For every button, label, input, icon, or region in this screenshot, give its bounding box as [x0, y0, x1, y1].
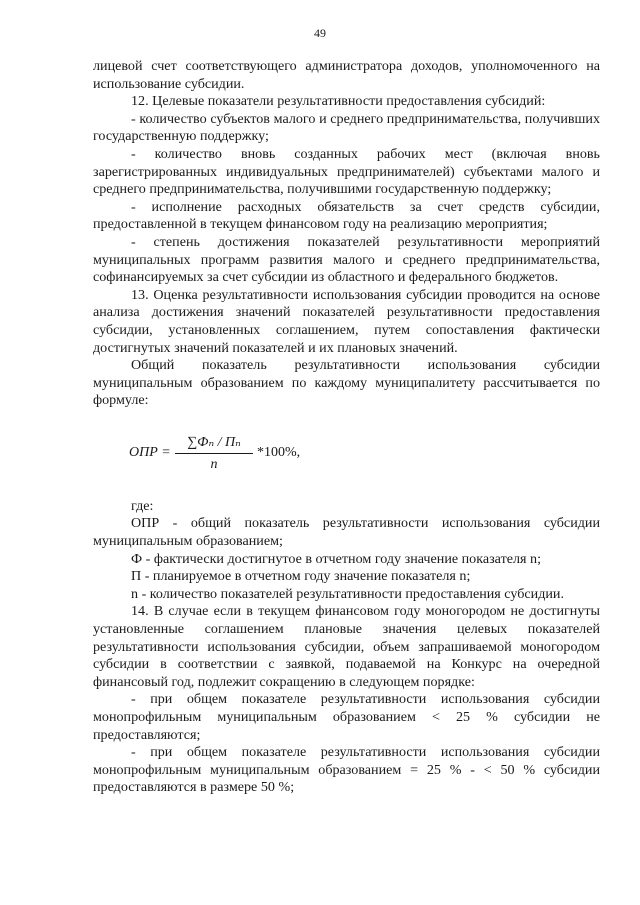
formula-lhs: ОПР = [129, 444, 171, 460]
paragraph: 14. В случае если в текущем финансовом году моногородом не достигнуты установленные соглашением плановые значения целевых показателей результативности использования субсидии, объем запрашиваемой моногородом субсидии в соответствии с заявкой, подаваемой на Конкурс на очередной финансовый год, подлежит сокращению в следующем порядке: [93, 603, 600, 690]
formula-numerator: ∑Фₙ / Пₙ [175, 434, 253, 455]
document-body [93, 58, 600, 797]
formula-fraction [175, 434, 253, 474]
paragraph: лицевой счет соответствующего администратора доходов, уполномоченного на использование субсидии. [93, 58, 600, 92]
paragraph: где: [131, 497, 154, 514]
list-item: - количество субъектов малого и среднего предпринимательства, получивших государственную поддержку; [93, 110, 600, 145]
paragraph: Общий показатель результативности использования субсидии муниципальным образованием по каждому муниципалитету рассчитывается по формуле: [93, 357, 600, 409]
definition: Ф - фактически достигнутое в отчетном году значение показателя n; [131, 550, 541, 567]
list-item: - при общем показателе результативности использования субсидии монопрофильным муниципальным образованием < 25 % субсидии не предоставляются; [93, 691, 600, 743]
list-item: - степень достижения показателей результативности мероприятий муниципальных программ развития малого и среднего предпринимательства, софинансируемых за счет субсидии из областного и федерального бюджетов. [93, 233, 600, 286]
formula [93, 410, 600, 498]
list-item: - при общем показателе результативности использования субсидии монопрофильным муниципальным образованием = 25 % - < 50 % субсидии предоставляются в размере 50 %; [93, 744, 600, 796]
list-item: - исполнение расходных обязательств за счет средств субсидии, предоставленной в текущем финансовом году на реализацию мероприятия; [93, 198, 600, 233]
formula-rhs: *100%, [257, 444, 301, 460]
definition: П - планируемое в отчетном году значение показателя n; [131, 568, 471, 585]
definition: ОПР - общий показатель результативности использования субсидии муниципальным образованием; [93, 515, 600, 550]
page-number: 49 [314, 26, 326, 40]
paragraph: 13. Оценка результативности использования субсидии проводится на основе анализа достижения значений показателей результативности предоставления субсидии, установленных соглашением, путем сопоставления фактически достигнутых значений показателей и их плановых значений. [93, 286, 600, 356]
formula-denominator: n [210, 457, 218, 473]
list-item: - количество вновь созданных рабочих мест (включая вновь зарегистрированных индивидуальных предпринимателей) субъектами малого и среднего предпринимательства, получившими государственную поддержку; [93, 145, 600, 198]
definition: n - количество показателей результативности предоставления субсидии. [131, 585, 564, 602]
paragraph: 12. Целевые показатели результативности предоставления субсидий: [131, 93, 546, 110]
